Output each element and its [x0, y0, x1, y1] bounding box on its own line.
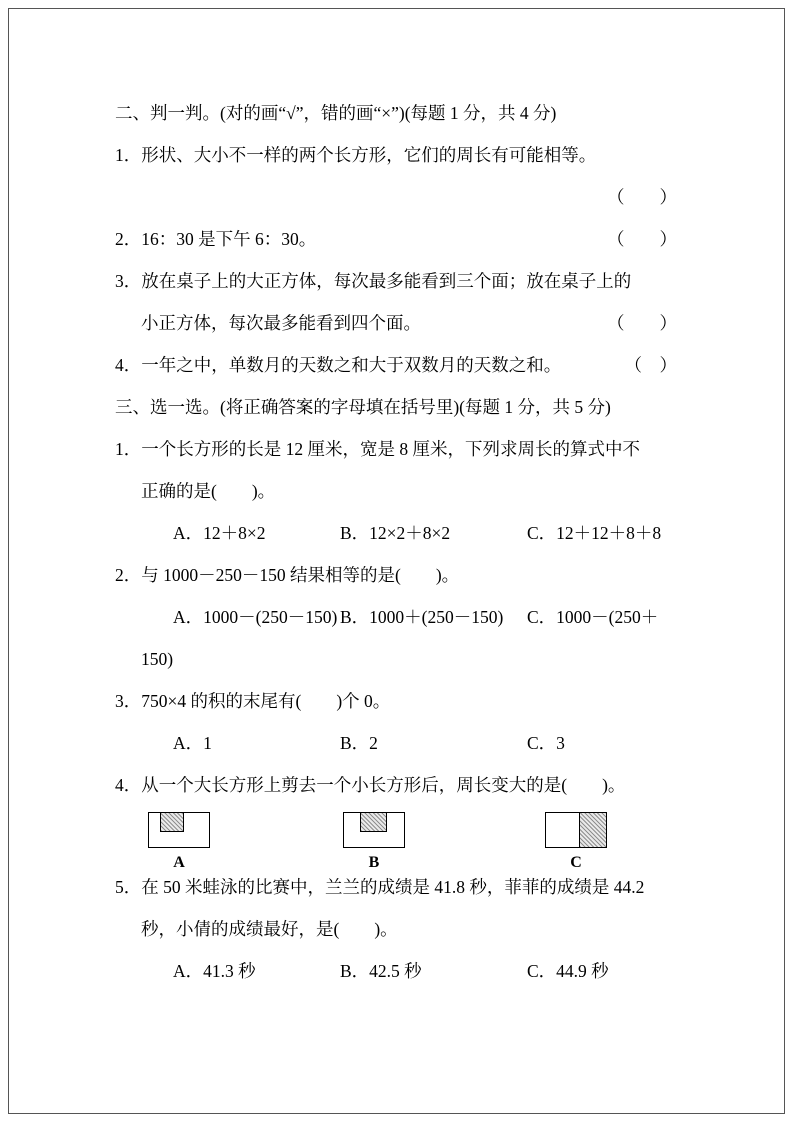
figure-b-label: B — [368, 854, 380, 871]
choose-q4 — [115, 764, 677, 806]
choose-q4-figures — [115, 806, 677, 871]
choose-q2-number: 2． — [115, 565, 142, 585]
judge-q2-answer-bracket: （ ） — [607, 229, 677, 249]
choose-q2 — [115, 554, 677, 596]
choose-q3-option-b: B．2 — [340, 733, 378, 753]
choose-q2-option-b: B．1000＋(250－150) — [340, 607, 504, 627]
figure-c-label: C — [570, 854, 582, 871]
judge-q4 — [115, 344, 677, 386]
choose-q5-number: 5． — [115, 877, 142, 897]
choose-q3-options — [115, 722, 677, 764]
judge-q1-text: 形状、大小不一样的两个长方形，它们的周长有可能相等。 — [141, 145, 597, 165]
figure-a-rectangle-with-cutout — [148, 812, 210, 871]
choose-q3-text: 750×4 的积的末尾有( )个 0。 — [141, 691, 391, 711]
judge-q4-answer-bracket: （ ） — [624, 355, 677, 375]
choose-q2-option-a: A．1000－(250－150) — [173, 607, 338, 627]
figure-c-rectangle-with-cutout — [545, 812, 607, 871]
choose-q1-text-line1: 一个长方形的长是 12 厘米，宽是 8 厘米，下列求周长的算式中不 — [141, 439, 640, 459]
choose-q5-option-c: C．44.9 秒 — [527, 961, 609, 981]
judge-q4-number: 4． — [115, 355, 142, 375]
choose-q4-number: 4． — [115, 775, 142, 795]
choose-q3-option-c: C．3 — [527, 733, 565, 753]
judge-q3-line1 — [115, 260, 677, 302]
choose-q1-option-c: C．12＋12＋8＋8 — [527, 523, 662, 543]
judge-q2-statement — [115, 218, 316, 260]
judge-q3-line2 — [115, 302, 677, 344]
choose-section-header: 三、选一选。(将正确答案的字母填在括号里)(每题 1 分，共 5 分) — [115, 397, 611, 417]
judge-q1-answer-bracket: （ ） — [607, 187, 677, 207]
choose-q2-option-c-continuation: 150) — [141, 649, 174, 669]
judge-q3-answer-bracket: （ ） — [607, 313, 677, 333]
choose-q5-text-line1: 在 50 米蛙泳的比赛中，兰兰的成绩是 41.8 秒，菲菲的成绩是 44.2 — [141, 877, 645, 897]
judge-q1-number: 1． — [115, 145, 142, 165]
figure-b-hatched-cutout — [360, 812, 388, 832]
choose-q4-text: 从一个大长方形上剪去一个小长方形后，周长变大的是( )。 — [141, 775, 626, 795]
judge-q1 — [115, 134, 677, 176]
choose-q1-options — [115, 512, 677, 554]
choose-q3-number: 3． — [115, 691, 142, 711]
choose-q3-option-a: A．1 — [173, 733, 212, 753]
choose-q3 — [115, 680, 677, 722]
judge-q2-text: 16：30 是下午 6：30。 — [141, 229, 317, 249]
choose-q1-option-a: A．12＋8×2 — [173, 523, 266, 543]
figure-c-hatched-cutout — [579, 812, 607, 848]
judge-q4-statement — [115, 344, 561, 386]
page-content — [115, 92, 677, 992]
figure-b-rectangle-with-cutout — [343, 812, 405, 871]
judge-q3-text-line1: 放在桌子上的大正方体，每次最多能看到三个面；放在桌子上的 — [141, 271, 632, 291]
choose-q5-options — [115, 950, 677, 992]
choose-q1-number: 1． — [115, 439, 142, 459]
choose-q2-text: 与 1000－250－150 结果相等的是( )。 — [141, 565, 460, 585]
choose-q2-option-c: C．1000－(250＋ — [527, 607, 659, 627]
judge-section-header: 二、判一判。(对的画“√”，错的画“×”)(每题 1 分，共 4 分) — [115, 103, 557, 123]
choose-q1-line2: 正确的是( )。 — [141, 481, 276, 501]
judge-q2 — [115, 218, 677, 260]
choose-q1-line1 — [115, 428, 677, 470]
figure-a-hatched-cutout — [160, 812, 184, 832]
choose-q5-option-b: B．42.5 秒 — [340, 961, 422, 981]
judge-q2-number: 2． — [115, 229, 142, 249]
choose-q5-line2: 秒，小倩的成绩最好，是( )。 — [141, 919, 398, 939]
judge-q3-text-line2: 小正方体，每次最多能看到四个面。 — [141, 313, 421, 333]
figure-a-label: A — [173, 854, 185, 871]
judge-q4-text: 一年之中，单数月的天数之和大于双数月的天数之和。 — [141, 355, 562, 375]
judge-q3-number: 3． — [115, 271, 142, 291]
choose-q2-options — [115, 596, 677, 638]
choose-q1-option-b: B．12×2＋8×2 — [340, 523, 451, 543]
choose-q5-option-a: A．41.3 秒 — [173, 961, 256, 981]
